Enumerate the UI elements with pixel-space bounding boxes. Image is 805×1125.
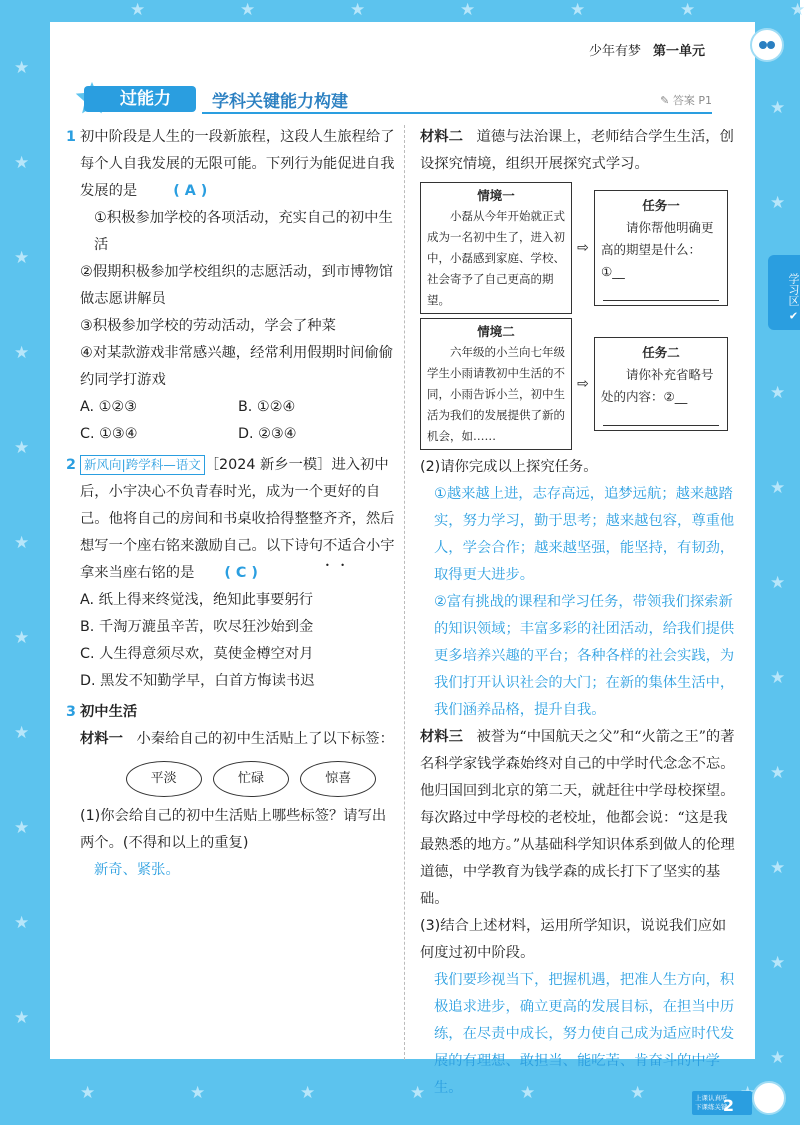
column-divider: [404, 125, 405, 1060]
answer-choice: ( A ): [173, 183, 208, 199]
material-label: 材料三: [420, 729, 463, 745]
sub-answer: 新奇、紧张。: [94, 862, 180, 878]
section-underline: [202, 112, 712, 114]
answer-blank: [603, 408, 719, 426]
question-stem: 进入初中后，小宇决心不负青春时光，成为一个更好的自己。他将自己的房间和书桌收拾得整整齐齐，然后想写一个座右铭来激励自己。以下诗句: [80, 457, 395, 554]
label-oval: 惊喜: [300, 761, 376, 797]
mascot-icon: [750, 28, 784, 62]
question-3: [66, 699, 396, 884]
statement-item: ④对某款游戏非常感兴趣，经常利用假期时间偷偷约同学打游戏: [80, 345, 394, 388]
study-zone-tab: 学习区 ✔: [768, 255, 800, 330]
star-icon: ★: [190, 1083, 206, 1103]
star-icon: ★: [770, 763, 786, 783]
option-c: C. 人生得意须尽欢，莫使金樽空对月: [80, 646, 314, 662]
star-icon: ★: [630, 1083, 646, 1103]
statement-item: ①积极参加学校的各项活动，充实自己的初中生活: [94, 210, 393, 253]
star-icon: ★: [300, 1083, 316, 1103]
answer-reference: ✎ 答案 P1: [660, 94, 712, 107]
answer-blank: [603, 283, 719, 301]
sub-answer: ②富有挑战的课程和学习任务，带领我们探索新的知识领域；丰富多彩的社团活动，给我们提供更多培养兴趣的平台；各种各样的社会实践，为我们打开认识社会的大门；在新的集体生活中，我们涵养品格，提升自我。: [434, 594, 735, 718]
task-box: 任务一 请你帮他明确更高的期望是什么：①__: [594, 190, 728, 306]
star-icon: ★: [770, 383, 786, 403]
footer-slogan: 上课认真听 下课练关键: [692, 1091, 752, 1115]
sub-question: (2)请你完成以上探究任务。: [420, 459, 598, 475]
section-subtitle: 学科关键能力构建: [212, 92, 348, 112]
star-icon: ★: [770, 668, 786, 688]
task-text: 请你帮他明确更高的期望是什么：①: [601, 220, 714, 279]
scenario-title: 情境二: [477, 324, 515, 339]
label-oval: 忙碌: [213, 761, 289, 797]
page-number: 2: [722, 1096, 734, 1115]
option-b: B. ①②④: [238, 399, 296, 415]
option-d: D. ②③④: [238, 426, 297, 442]
star-icon: ★: [240, 0, 256, 20]
question-stem: 初中阶段是人生的一段新旅程，这段人生旅程给了每个人自我发展的无限可能。下列行为能促进自我发展的是: [80, 129, 395, 199]
star-icon: ★: [680, 0, 696, 20]
star-icon: ★: [14, 58, 30, 78]
star-icon: ★: [460, 0, 476, 20]
task-title: 任务二: [642, 345, 680, 360]
star-icon: ★: [14, 343, 30, 363]
star-icon: ★: [14, 913, 30, 933]
section-bar: [72, 86, 712, 114]
arrow-right-icon: ⇨: [577, 375, 589, 392]
sub-answer: 我们要珍视当下，把握机遇，把准人生方向，积极追求进步，确立更高的发展目标，在担当中历练，在尽责中成长，努力使自己成为适应时代发展的有理想、敢担当、能吃苦、肯奋斗的中学生。: [434, 972, 735, 1096]
star-icon: ★: [350, 0, 366, 20]
star-icon: ★: [770, 573, 786, 593]
option-c: C. ①③④: [80, 426, 138, 442]
scenario-title: 情境一: [477, 188, 515, 203]
star-icon: ★: [770, 858, 786, 878]
star-icon: ★: [520, 1083, 536, 1103]
question-1: [66, 124, 396, 448]
right-column: [420, 124, 740, 1102]
material-label: 材料二: [420, 129, 463, 145]
answer-choice: ( C ): [224, 565, 258, 581]
scenario-text: 小磊从今年开始就正式成为一名初中生了，进入初中，小磊感到家庭、学校、社会寄予了自己更高的期望。: [427, 209, 565, 307]
star-icon: ★: [770, 98, 786, 118]
question-title: 初中生活: [80, 704, 138, 720]
scenario-box: [420, 318, 572, 450]
option-list: [80, 394, 396, 448]
unit-title: 第一单元: [652, 44, 705, 59]
star-icon: ★: [14, 533, 30, 553]
star-icon: ★: [790, 0, 805, 20]
scenario-row: [420, 182, 740, 314]
star-icon: ★: [14, 628, 30, 648]
question-source: ［2024 新乡一模］: [204, 457, 332, 473]
label-oval: 平淡: [126, 761, 202, 797]
question-number: 2: [66, 457, 76, 473]
book-title: 少年有梦: [588, 44, 641, 59]
material-label: 材料一: [80, 731, 123, 747]
scenario-row: [420, 318, 740, 450]
scenario-box: [420, 182, 572, 314]
option-d: D. 黑发不知勤学早，白首方悔读书迟: [80, 673, 315, 689]
scenario-text: 六年级的小兰向七年级学生小雨请教初中生活的不同，小雨告诉小兰，初中生活为我们的发展提供了新的机会，如……: [427, 345, 565, 443]
question-number: 1: [66, 129, 76, 145]
star-icon: ★: [770, 953, 786, 973]
star-icon: ★: [80, 1083, 96, 1103]
left-column: [66, 124, 396, 884]
star-icon: ★: [410, 1083, 426, 1103]
star-icon: ★: [14, 723, 30, 743]
star-icon: ★: [770, 478, 786, 498]
star-icon: ★: [570, 0, 586, 20]
pencil-icon: ✎: [660, 94, 673, 107]
task-text: 请你补充省略号处的内容：②: [601, 367, 714, 404]
question-2: 2 新风向|跨学科—语文 ［2024 新乡一模］进入初中后，小宇决心不负青春时光，成为一个更好的自己。他将自己的房间和书桌收拾得整整齐齐，然后想写一个座右铭来激励自己。以下诗句不适合 • •小宇拿来当座右铭的是 ( C ) A. 纸上得来终觉浅，绝知此事要躬行 B. 千淘万漉虽辛苦，吹尽狂沙始到金 C. 人生得意须尽欢，莫使金樽空对月 D. 黑发不知勤学早，白首方悔读书迟: [66, 452, 396, 695]
task-title: 任务一: [642, 198, 680, 213]
sub-question: (1)你会给自己的初中生活贴上哪些标签？请写出两个。(不得和以上的重复): [80, 808, 387, 851]
tag-badge: 新风向|跨学科—语文: [80, 455, 205, 475]
option-a: A. 纸上得来终觉浅，绝知此事要躬行: [80, 592, 314, 608]
arrow-right-icon: ⇨: [577, 239, 589, 256]
label-ovals: [80, 753, 396, 803]
emphasis-word: 不适合 • •: [323, 538, 366, 554]
star-icon: ★: [130, 0, 146, 20]
section-badge: 过能力: [84, 86, 196, 112]
question-number: 3: [66, 704, 76, 720]
sub-answer: ①越来越上进，志存高远，追梦远航；越来越踏实，努力学习，勤于思考；越来越包容，尊重他人，学会合作；越来越坚强，能坚持，有韧劲，取得更大进步。: [434, 486, 735, 583]
star-icon: ★: [770, 193, 786, 213]
task-box: 任务二 请你补充省略号处的内容：②__: [594, 337, 728, 431]
material-text: 小秦给自己的初中生活贴上了以下标签：: [136, 731, 394, 747]
option-b: B. 千淘万漉虽辛苦，吹尽狂沙始到金: [80, 619, 314, 635]
mascot-icon: [752, 1081, 786, 1115]
star-icon: ★: [14, 438, 30, 458]
statement-item: ③积极参加学校的劳动活动，学会了种菜: [80, 318, 336, 334]
material-text: 道德与法治课上，老师结合学生生活，创设探究情境，组织开展探究式学习。: [420, 129, 734, 172]
star-icon: ★: [14, 153, 30, 173]
star-icon: ★: [770, 1048, 786, 1068]
running-header: [589, 40, 705, 59]
star-icon: ★: [14, 818, 30, 838]
option-a: A. ①②③: [80, 399, 138, 415]
sub-question: (3)结合上述材料，运用所学知识，说说我们应如何度过初中阶段。: [420, 918, 727, 961]
material-text: 被誉为“中国航天之父”和“火箭之王”的著名科学家钱学森始终对自己的中学时代念念不忘。他归国回到北京的第二天，就赶往中学母校探望。每次路过中学母校的老校址，他都会说：“这是我最熟悉的地方。”从基础科学知识体系到做人的伦理道德，中学教育为钱学森的成长打下了坚实的基础。: [420, 729, 735, 907]
statement-item: ②假期积极参加学校组织的志愿活动，到市博物馆做志愿讲解员: [80, 264, 394, 307]
star-icon: ★: [14, 1008, 30, 1028]
star-icon: ★: [14, 248, 30, 268]
